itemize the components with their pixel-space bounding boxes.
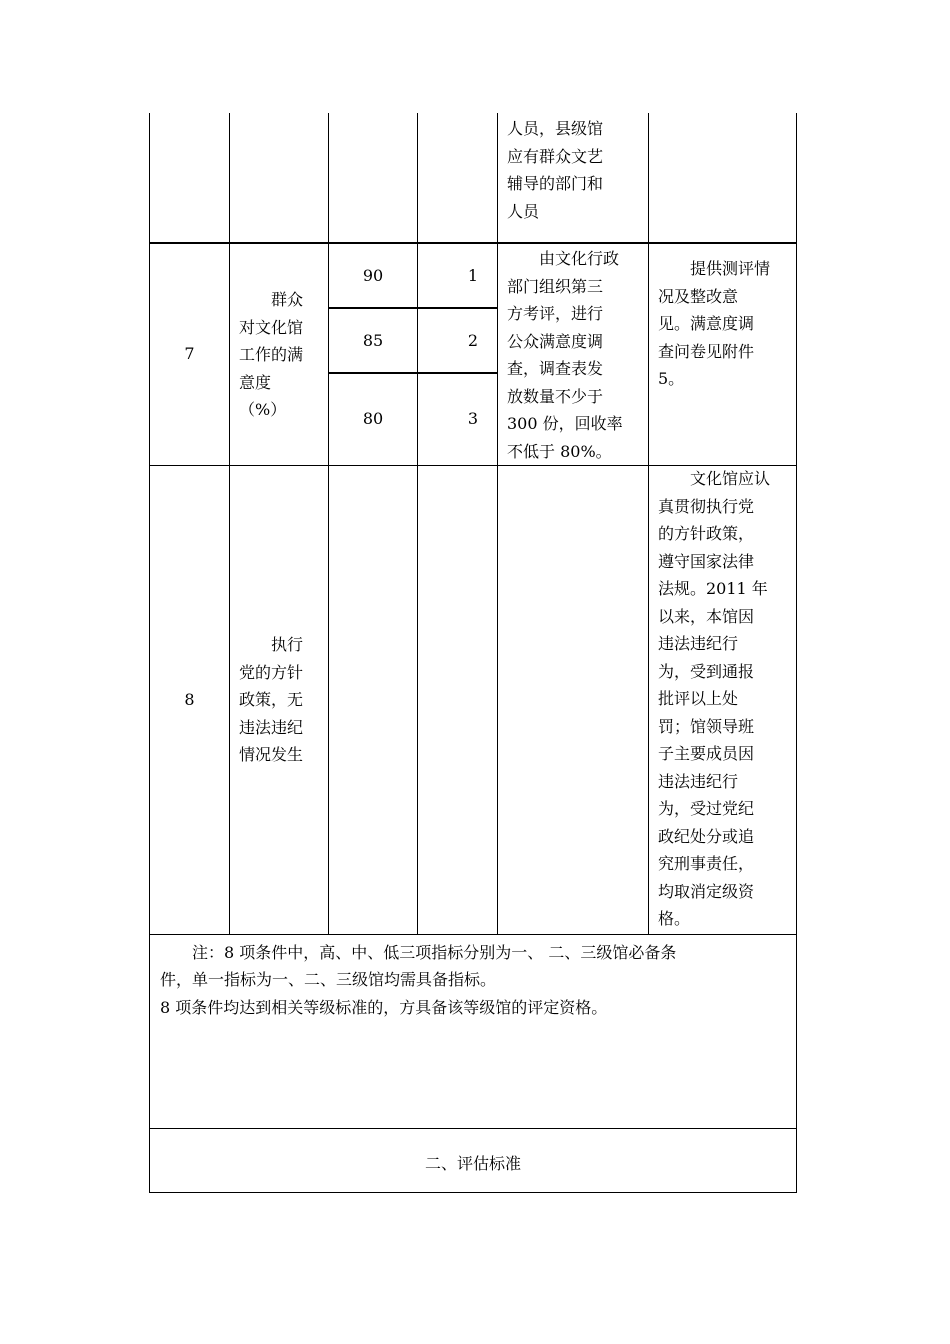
row7-index: 7 bbox=[184, 344, 195, 363]
row-divider-6-7 bbox=[149, 242, 797, 244]
column-divider-5 bbox=[648, 113, 649, 935]
row8-index: 8 bbox=[184, 690, 195, 709]
note-line-1: 注：8 项条件中，高、中、低三项指标分别为一、 二、三级馆必备条 bbox=[160, 943, 677, 962]
row-divider-note-section bbox=[149, 1128, 797, 1129]
row7-item-text: 群众 对文化馆 工作的满 意度 （%） bbox=[239, 290, 304, 419]
row7-level-2-value: 85 bbox=[362, 331, 384, 350]
table-border-bottom bbox=[149, 1192, 797, 1193]
row7-level-1-grade: 1 bbox=[467, 266, 479, 285]
row7-remark-text: 提供测评情 况及整改意 见。满意度调 查问卷见附件 5。 bbox=[658, 259, 771, 388]
column-divider-4 bbox=[497, 113, 498, 935]
row8-remark-text: 文化馆应认 真贯彻执行党 的方针政策， 遵守国家法律 法规。2011 年 以来，本馆因 违法违纪行 为，受到通报 批评以上处 罚；馆领导班 子主要成员因 违法违纪行 为，受过党纪 政纪处分或追 究刑事责任， 均取消定级资 格。 bbox=[658, 469, 771, 928]
table-border-right bbox=[796, 113, 797, 1193]
row7-requirement-text: 由文化行政 部门组织第三 方考评，进行 公众满意度调 查，调查表发 放数量不少于 300 份，回收率 不低于 80%。 bbox=[507, 249, 623, 461]
subrow-divider-90-85 bbox=[328, 307, 498, 309]
note-line-3: 8 项条件均达到相关等级标准的，方具备该等级馆的评定资格。 bbox=[160, 998, 608, 1017]
subrow-divider-85-80 bbox=[328, 372, 498, 374]
section-title: 二、评估标准 bbox=[424, 1154, 521, 1173]
note-line-2: 件，单一指标为一、二、三级馆均需具备指标。 bbox=[160, 970, 497, 989]
table-border-left bbox=[149, 113, 150, 1193]
row-divider-8-note bbox=[149, 934, 797, 935]
row7-level-2-grade: 2 bbox=[467, 331, 479, 350]
row7-level-3-value: 80 bbox=[362, 409, 384, 428]
column-divider-1 bbox=[229, 113, 230, 935]
row7-level-3-grade: 3 bbox=[467, 409, 479, 428]
row7-level-1-value: 90 bbox=[362, 266, 384, 285]
row8-item-text: 执行 党的方针 政策，无 违法违纪 情况发生 bbox=[239, 635, 304, 764]
column-divider-3 bbox=[417, 113, 418, 935]
column-divider-2 bbox=[328, 113, 329, 935]
row6-requirement-text: 人员，县级馆 应有群众文艺 辅导的部门和 人员 bbox=[507, 119, 604, 221]
